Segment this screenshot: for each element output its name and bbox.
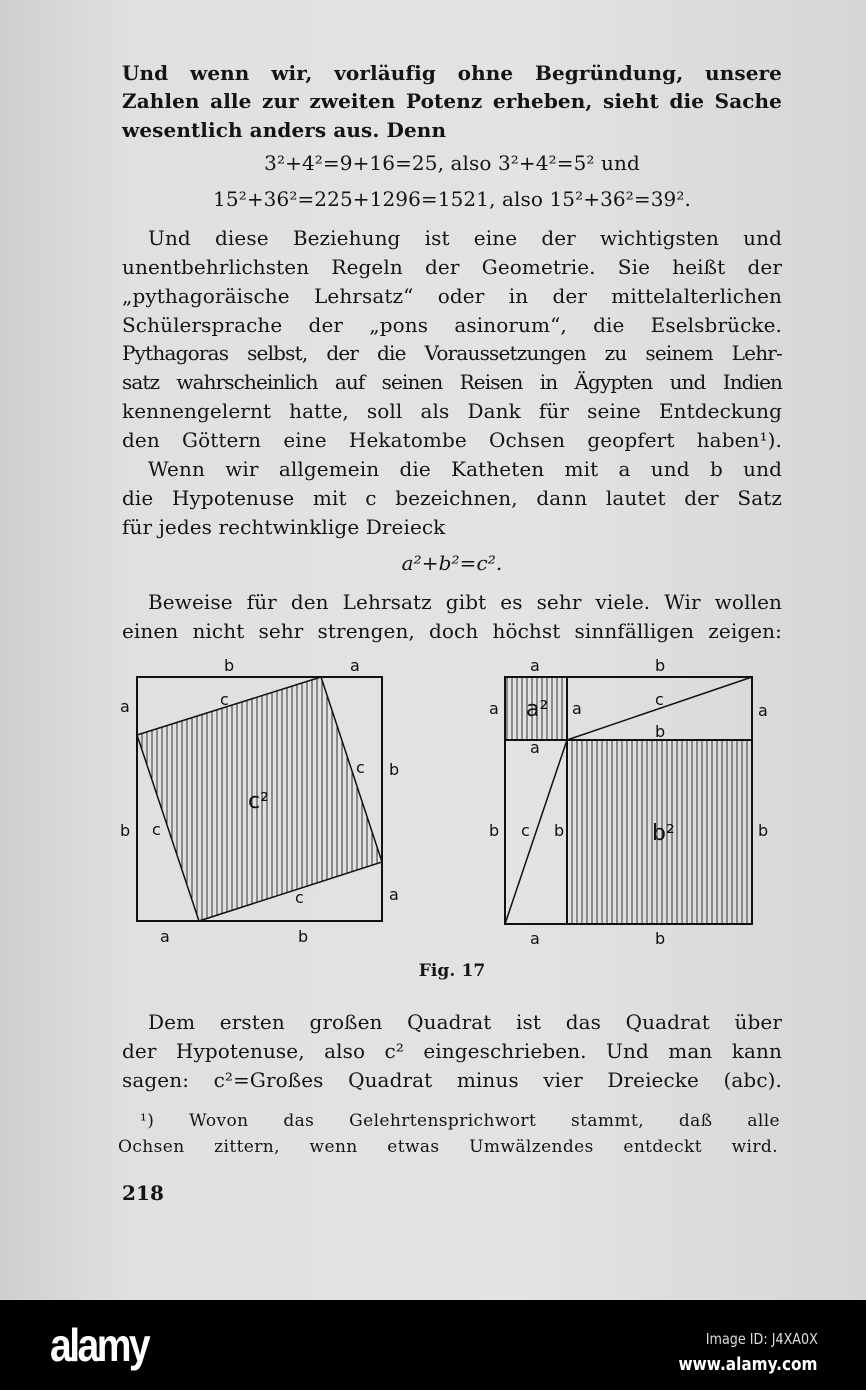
label: b bbox=[389, 760, 400, 779]
alamy-logo: alamy bbox=[50, 1319, 149, 1371]
text-line: „pythagoräische Lehrsatz“ oder in der mittelalterlichen bbox=[122, 284, 782, 308]
equation: 15²+36²=225+1296=1521, also 15²+36²=39². bbox=[213, 187, 691, 211]
label: c bbox=[356, 758, 365, 777]
watermark-bar bbox=[0, 1300, 866, 1390]
text-line: kennengelernt hatte, soll als Dank für seine Entdeckung bbox=[122, 399, 782, 423]
label: a bbox=[489, 699, 499, 718]
text-line: sagen: c²=Großes Quadrat minus vier Dreiecke (abc). bbox=[122, 1068, 782, 1092]
label: a bbox=[530, 929, 540, 948]
label: b bbox=[120, 821, 131, 840]
text-line: den Göttern eine Hekatombe Ochsen geopfert haben¹). bbox=[122, 428, 782, 452]
label: c bbox=[521, 821, 530, 840]
text-line: Pythagoras selbst, der die Voraussetzungen zu seinem Lehr- bbox=[122, 341, 782, 365]
label: a bbox=[530, 656, 540, 675]
figure-caption: Fig. 17 bbox=[418, 961, 486, 981]
equation: a²+b²=c². bbox=[401, 551, 503, 575]
text-line: Und diese Beziehung ist eine der wichtigsten und bbox=[148, 226, 782, 250]
label: b bbox=[554, 821, 565, 840]
label: a bbox=[758, 701, 768, 720]
label: c bbox=[152, 820, 161, 839]
label: b bbox=[298, 927, 309, 946]
label: a bbox=[120, 697, 130, 716]
area-label: c² bbox=[248, 789, 269, 814]
label: b bbox=[224, 656, 235, 675]
label: a bbox=[530, 738, 540, 757]
label: c bbox=[295, 888, 304, 907]
text-line: unentbehrlichsten Regeln der Geometrie. Sie heißt der bbox=[122, 255, 782, 279]
label: a bbox=[160, 927, 170, 946]
label: a bbox=[350, 656, 360, 675]
label: c bbox=[655, 690, 664, 709]
watermark-url: www.alamy.com bbox=[679, 1354, 818, 1375]
left-diagram bbox=[120, 656, 399, 946]
area-label: a² bbox=[526, 697, 549, 722]
text-line: Schülersprache der „pons asinorum“, die Eselsbrücke. bbox=[122, 313, 782, 337]
text-line: der Hypotenuse, also c² eingeschrieben. Und man kann bbox=[122, 1039, 782, 1063]
area-label: b² bbox=[652, 821, 675, 846]
label: a bbox=[572, 699, 582, 718]
label: b bbox=[655, 929, 666, 948]
text-line: die Hypotenuse mit c bezeichnen, dann lautet der Satz bbox=[122, 486, 782, 510]
text-line: Wenn wir allgemein die Katheten mit a und b und bbox=[148, 457, 782, 481]
footnote-line: ¹) Wovon das Gelehrtensprichwort stammt, daß alle bbox=[140, 1111, 780, 1131]
label: c bbox=[220, 690, 229, 709]
text-line: satz wahrscheinlich auf seinen Reisen in Ägypten und Indien bbox=[122, 370, 782, 394]
text-line: einen nicht sehr strengen, doch höchst sinnfälligen zeigen: bbox=[122, 619, 782, 643]
image-id: Image ID: J4XA0X bbox=[705, 1330, 818, 1348]
page-number: 218 bbox=[122, 1181, 165, 1205]
text-line: Und wenn wir, vorläufig ohne Begründung, unsere bbox=[122, 61, 782, 85]
label: b bbox=[655, 656, 666, 675]
text-line: wesentlich anders aus. Denn bbox=[122, 118, 447, 142]
label: b bbox=[655, 722, 666, 741]
equation: 3²+4²=9+16=25, also 3²+4²=5² und bbox=[264, 151, 640, 175]
label: a bbox=[389, 885, 399, 904]
text-line: Dem ersten großen Quadrat ist das Quadrat über bbox=[148, 1010, 782, 1034]
right-diagram bbox=[489, 656, 768, 948]
text-line: Beweise für den Lehrsatz gibt es sehr viele. Wir wollen bbox=[148, 590, 782, 614]
label: b bbox=[489, 821, 500, 840]
text-line: für jedes rechtwinklige Dreieck bbox=[122, 515, 446, 539]
text-line: Zahlen alle zur zweiten Potenz erheben, sieht die Sache bbox=[122, 89, 782, 113]
footnote-line: Ochsen zittern, wenn etwas Umwälzendes entdeckt wird. bbox=[118, 1137, 778, 1157]
label: b bbox=[758, 821, 769, 840]
